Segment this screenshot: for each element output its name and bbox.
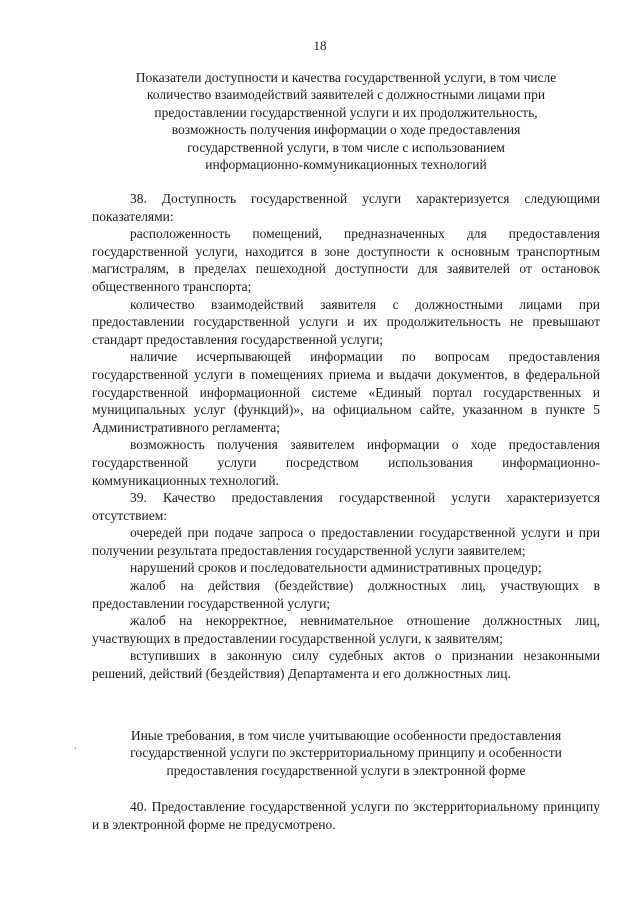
heading-line: государственной услуги по экстерриториальному принципу и особенности	[130, 745, 562, 761]
heading-line: предоставлении государственной услуги и их продолжительность,	[154, 104, 538, 120]
paragraph-40: 40. Предоставление государственной услуги по экстерриториальному принципу и в электронной форме не предусмотрено.	[92, 799, 600, 832]
heading-line: государственной услуги, в том числе с использованием	[187, 139, 505, 155]
heading-line: Иные требования, в том числе учитывающие особенности предоставления	[130, 728, 562, 743]
section-body-other-requirements	[92, 798, 600, 833]
paragraph-item: количество взаимодействий заявителя с должностными лицами при предоставлении государственной услуги и их продолжительность не превышают стандарт предоставления государственной услуги;	[92, 296, 600, 347]
margin-mark: .	[74, 741, 77, 752]
paragraph-item: расположенность помещений, предназначенных для предоставления государственной услуги, находится в зоне доступности к основным транспортным магистралям, в пределах пешеходной доступности для заявителей от остановок общественного транспорта;	[92, 226, 600, 294]
heading-line: возможность получения информации о ходе предоставления	[171, 122, 521, 138]
paragraph-item: вступивших в законную силу судебных актов о признании незаконными решений, действий (бездействия) Департамента и его должностных лиц.	[92, 648, 600, 682]
paragraph-item: жалоб на некорректное, невнимательное отношение должностных лиц, участвующих в предоставлении государственной услуги, к заявителям;	[92, 613, 600, 646]
heading-line: количество взаимодействий заявителей с должностными лицами при	[146, 87, 546, 103]
paragraph-item: нарушений сроков и последовательности административных процедур;	[130, 560, 542, 576]
heading-line: Показатели доступности и качества государственной услуги, в том числе	[135, 70, 557, 85]
paragraph-item: очередей при подаче запроса о предоставлении государственной услуги и при получении результата предоставления государственной услуги заявителем;	[92, 525, 600, 558]
heading-line: информационно-коммуникационных технологий	[205, 157, 487, 173]
paragraph-38: 38. Доступность государственной услуги характеризуется следующими показателями:	[92, 191, 600, 224]
section-body-accessibility	[92, 190, 600, 683]
heading-line: предоставления государственной услуги в электронной форме	[166, 762, 526, 778]
page-number: 18	[313, 38, 327, 53]
paragraph-39: 39. Качество предоставления государственной услуги характеризуется отсутствием:	[92, 490, 600, 523]
section-heading-accessibility	[92, 69, 600, 173]
paragraph-item: возможность получения заявителем информации о ходе предоставления государственной услуги посредством использования информационно-коммуникационных технологий.	[92, 437, 600, 488]
section-heading-other-requirements	[92, 727, 600, 779]
paragraph-item: наличие исчерпывающей информации по вопросам предоставления государственной услуги в помещениях приема и выдачи документов, в федеральной государственной информационной системе «Единый портал государственных и муниципальных услуг (функций)», на официальном сайте, указанном в пункте 5 Административного регламента;	[92, 349, 600, 435]
paragraph-item: жалоб на действия (бездействие) должностных лиц, участвующих в предоставлении государственной услуги;	[92, 578, 600, 611]
